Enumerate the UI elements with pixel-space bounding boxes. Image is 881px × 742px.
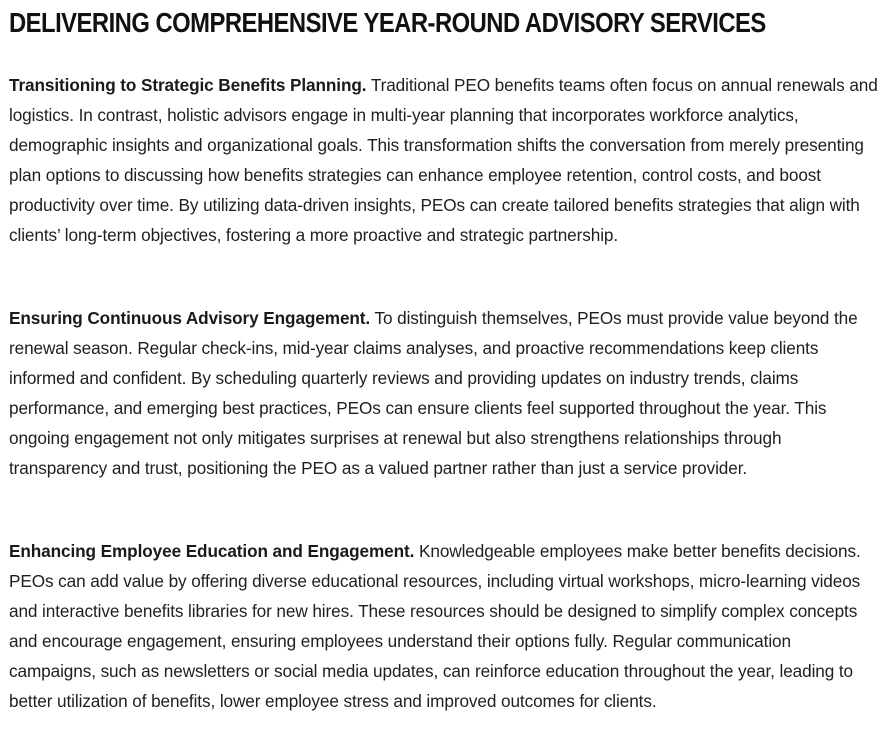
paragraph-title: Ensuring Continuous Advisory Engagement. [9, 308, 371, 328]
paragraph-body: Traditional PEO benefits teams often focus on annual renewals and logistics. In contrast, holistic advisors engage in multi-year planning that incorporates workforce analytics, demographic insights and organizational goals. This transformation shifts the conversation from merely presenting plan options to discussing how benefits strategies can enhance employee retention, control costs, and boost productivity over time. By utilizing data-driven insights, PEOs can create tailored benefits strategies that align with clients’ long-term objectives, fostering a more proactive and strategic partnership. [9, 75, 878, 246]
section-heading: DELIVERING COMPREHENSIVE YEAR-ROUND ADVISORY SERVICES [9, 7, 766, 38]
paragraph-title: Enhancing Employee Education and Engagement. [9, 541, 415, 561]
paragraph-body: To distinguish themselves, PEOs must provide value beyond the renewal season. Regular check-ins, mid-year claims analyses, and proactive recommendations keep clients informed and confident. By scheduling quarterly reviews and providing updates on industry trends, claims performance, and emerging best practices, PEOs can ensure clients feel supported throughout the year. This ongoing engagement not only mitigates surprises at renewal but also strengthens relationships through transparency and trust, positioning the PEO as a valued partner rather than just a service provider. [9, 308, 858, 479]
paragraph-strategic-benefits-planning [9, 70, 881, 251]
article [9, 0, 881, 712]
paragraph-employee-education [9, 536, 881, 717]
paragraph-body: Knowledgeable employees make better benefits decisions. PEOs can add value by offering diverse educational resources, including virtual workshops, micro-learning videos and interactive benefits libraries for new hires. These resources should be designed to simplify complex concepts and encourage engagement, ensuring employees understand their options fully. Regular communication campaigns, such as newsletters or social media updates, can reinforce education throughout the year, leading to better utilization of benefits, lower employee stress and improved outcomes for clients. [9, 541, 861, 712]
paragraph-continuous-advisory-engagement [9, 303, 881, 484]
paragraph-title: Transitioning to Strategic Benefits Planning. [9, 75, 367, 95]
